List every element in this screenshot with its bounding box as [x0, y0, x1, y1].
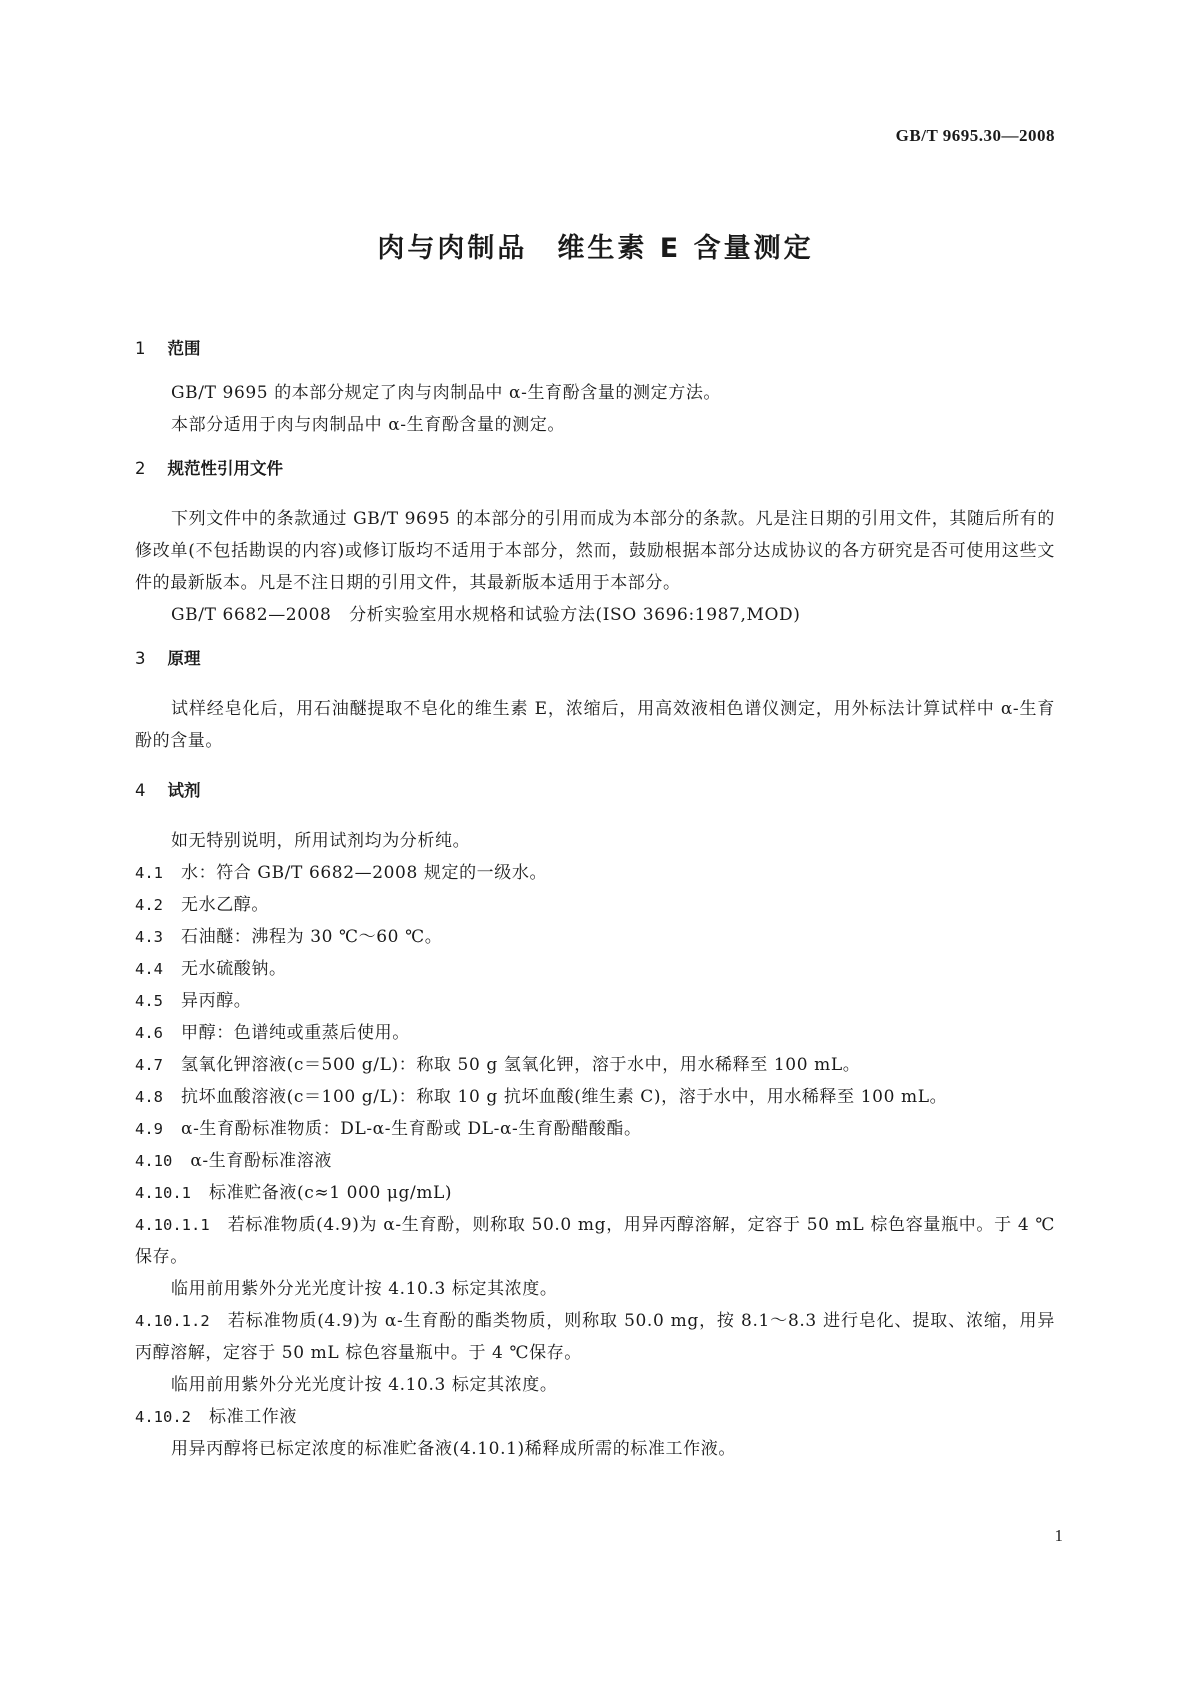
section-title: 试剂 — [167, 781, 201, 800]
clause-text: α-生育酚标准溶液 — [190, 1151, 332, 1171]
section-title: 范围 — [167, 339, 201, 358]
document-body — [135, 333, 1055, 1465]
document-title: 肉与肉制品 维生素 E 含量测定 — [377, 233, 814, 264]
clause-text: α-生育酚标准物质：DL-α-生育酚或 DL-α-生育酚醋酸酯。 — [181, 1119, 642, 1139]
paragraph: GB/T 9695 的本部分规定了肉与肉制品中 α-生育酚含量的测定方法。 — [171, 383, 722, 403]
clause-text: 异丙醇。 — [181, 991, 252, 1011]
clause-number: 4.3 — [135, 928, 163, 946]
standard-code: GB/T 9695.30—2008 — [895, 126, 1055, 145]
paragraph: 本部分适用于肉与肉制品中 α-生育酚含量的测定。 — [171, 415, 566, 435]
clause-number: 4.10.2 — [135, 1408, 191, 1426]
clause-number: 4.7 — [135, 1056, 163, 1074]
section-3-heading — [135, 643, 1055, 675]
section-1-heading — [135, 333, 1055, 365]
paragraph: 临用前用紫外分光光度计按 4.10.3 标定其浓度。 — [171, 1375, 558, 1395]
paragraph: 用异丙醇将已标定浓度的标准贮备液(4.10.1)稀释成所需的标准工作液。 — [171, 1439, 736, 1459]
paragraph: 试样经皂化后，用石油醚提取不皂化的维生素 E，浓缩后，用高效液相色谱仪测定，用外标法计算试样中 α-生育酚的含量。 — [135, 699, 1055, 751]
clause-item — [135, 857, 1055, 889]
normative-reference: GB/T 6682—2008 分析实验室用水规格和试验方法(ISO 3696:1987,MOD) — [171, 605, 801, 625]
clause-text: 氢氧化钾溶液(c＝500 g/L)：称取 50 g 氢氧化钾，溶于水中，用水稀释至 100 mL。 — [181, 1055, 861, 1075]
clause-number: 4.10 — [135, 1152, 173, 1170]
clause-item — [135, 985, 1055, 1017]
page-number: 1 — [1054, 1526, 1063, 1545]
clause-number: 4.6 — [135, 1024, 163, 1042]
clause-number: 4.9 — [135, 1120, 163, 1138]
clause-item — [135, 921, 1055, 953]
clause-number: 4.10.1 — [135, 1184, 191, 1202]
clause-text: 无水乙醇。 — [181, 895, 269, 915]
paragraph: 下列文件中的条款通过 GB/T 9695 的本部分的引用而成为本部分的条款。凡是注日期的引用文件，其随后所有的修改单(不包括勘误的内容)或修订版均不适用于本部分，然而，鼓励根据本部分达成协议的各方研究是否可使用这些文件的最新版本。凡是不注日期的引用文件，其最新版本适用于本部分。 — [135, 509, 1055, 593]
clause-item — [135, 1049, 1055, 1081]
clause-number: 4.2 — [135, 896, 163, 914]
clause-text: 标准工作液 — [209, 1407, 297, 1427]
paragraph: 临用前用紫外分光光度计按 4.10.3 标定其浓度。 — [171, 1279, 558, 1299]
clause-item — [135, 1401, 1055, 1433]
section-number: 3 — [135, 649, 146, 668]
section-number: 2 — [135, 459, 146, 478]
clause-number: 4.8 — [135, 1088, 163, 1106]
section-title: 规范性引用文件 — [167, 459, 283, 478]
section-4-heading — [135, 775, 1055, 807]
clause-text: 标准贮备液(c≈1 000 μg/mL) — [209, 1183, 453, 1203]
section-2-heading — [135, 453, 1055, 485]
paragraph: 如无特别说明，所用试剂均为分析纯。 — [171, 831, 471, 851]
clause-number: 4.1 — [135, 864, 163, 882]
clause-number: 4.10.1.2 — [135, 1312, 210, 1330]
section-title: 原理 — [167, 649, 201, 668]
clause-item — [135, 953, 1055, 985]
clause-text: 水：符合 GB/T 6682—2008 规定的一级水。 — [181, 863, 548, 883]
clause-item — [135, 1017, 1055, 1049]
section-number: 1 — [135, 339, 146, 358]
clause-item — [135, 889, 1055, 921]
clause-item — [135, 1081, 1055, 1113]
clause-text: 若标准物质(4.9)为 α-生育酚，则称取 50.0 mg，用异丙醇溶解，定容于 50 mL 棕色容量瓶中。于 4 ℃保存。 — [135, 1215, 1055, 1267]
clause-item — [135, 1145, 1055, 1177]
clause-text: 抗坏血酸溶液(c＝100 g/L)：称取 10 g 抗坏血酸(维生素 C)，溶于水中，用水稀释至 100 mL。 — [181, 1087, 948, 1107]
clause-number: 4.4 — [135, 960, 163, 978]
section-number: 4 — [135, 781, 146, 800]
clause-item — [135, 1177, 1055, 1209]
clause-text: 无水硫酸钠。 — [181, 959, 287, 979]
clause-item — [135, 1209, 1055, 1273]
clause-item — [135, 1305, 1055, 1369]
clause-text: 石油醚：沸程为 30 ℃～60 ℃。 — [181, 927, 443, 947]
clause-text: 甲醇：色谱纯或重蒸后使用。 — [181, 1023, 410, 1043]
clause-number: 4.5 — [135, 992, 163, 1010]
clause-item — [135, 1113, 1055, 1145]
clause-text: 若标准物质(4.9)为 α-生育酚的酯类物质，则称取 50.0 mg，按 8.1～8.3 进行皂化、提取、浓缩，用异丙醇溶解，定容于 50 mL 棕色容量瓶中。于 4 ℃保存。 — [135, 1311, 1055, 1363]
clause-number: 4.10.1.1 — [135, 1216, 210, 1234]
